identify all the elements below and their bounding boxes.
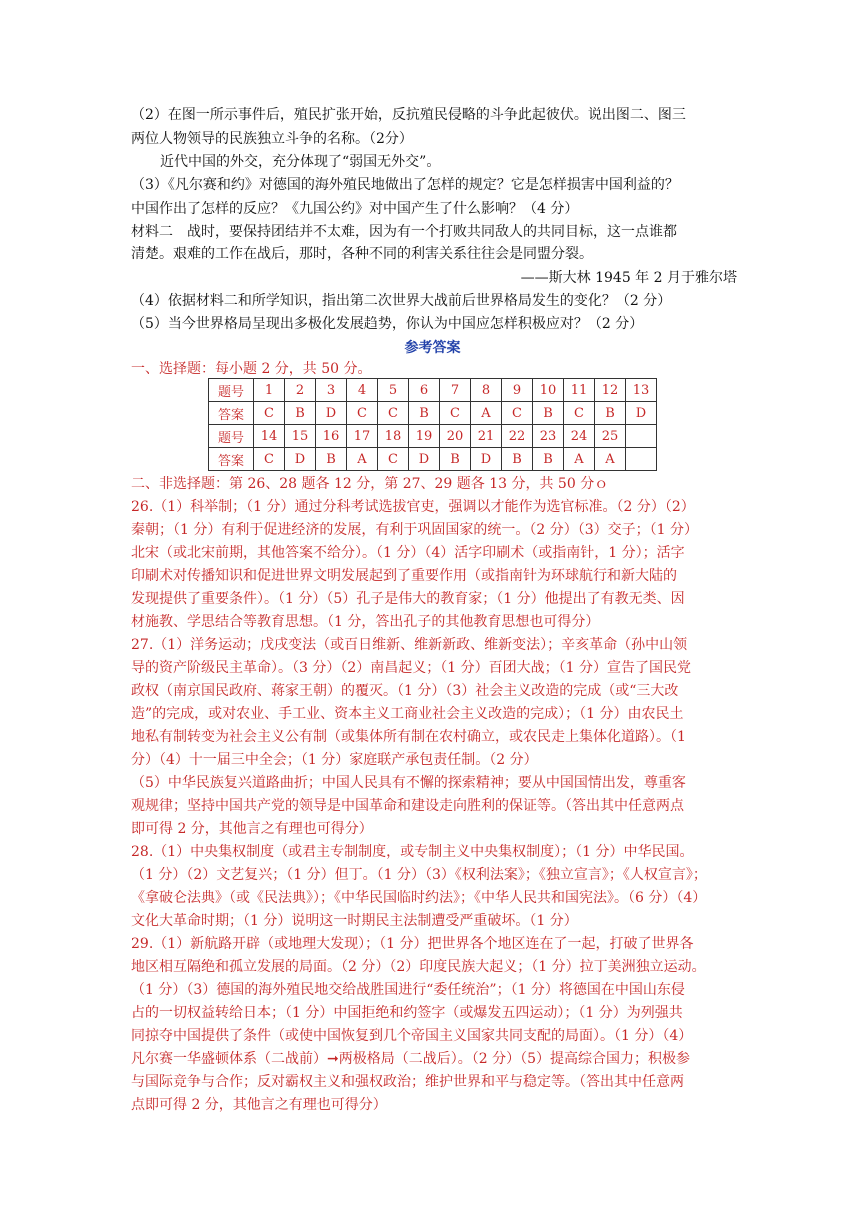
answer-line: （5）中华民族复兴道路曲折；中国人民具有不懈的探索精神；要从中国国情出发，尊重客 bbox=[131, 775, 686, 791]
table-cell: B bbox=[440, 448, 471, 471]
table-cell: 13 bbox=[626, 379, 657, 402]
table-cell: B bbox=[595, 402, 626, 425]
answer-line: 分）（4）十一届三中全会；（1 分）家庭联产承包责任制。（2 分） bbox=[131, 752, 538, 768]
table-cell: 2 bbox=[285, 379, 316, 402]
table-cell: 1 bbox=[254, 379, 285, 402]
answer-title: 参考答案 bbox=[404, 340, 461, 356]
table-cell: D bbox=[471, 448, 502, 471]
table-row bbox=[209, 379, 657, 402]
answer-line: 印刷术对传播知识和促进世界文明发展起到了重要作用（或指南针为环球航行和新大陆的 bbox=[131, 568, 677, 584]
table-cell: B bbox=[533, 402, 564, 425]
answer-line: 材施教、学思结合等教育思想。（1 分，答出孔子的其他教育思想也可得分） bbox=[131, 614, 600, 630]
table-cell: 25 bbox=[595, 425, 626, 448]
table-cell: 7 bbox=[440, 379, 471, 402]
table-cell: B bbox=[316, 448, 347, 471]
question-line: （4）依据材料二和所学知识，指出第二次世界大战前后世界格局发生的变化？（2 分） bbox=[131, 293, 672, 309]
table-cell: C bbox=[502, 402, 533, 425]
answer-line: 《拿破仑法典》（或《民法典》）；《中华民国临时约法》；《中华人民共和国宪法》。（6 分）（4） bbox=[131, 890, 707, 906]
table-cell: D bbox=[626, 402, 657, 425]
table-cell: 14 bbox=[254, 425, 285, 448]
section-heading: 二、非选择题：第 26、28 题各 12 分，第 27、29 题各 13 分，共 50 分ｏ bbox=[131, 476, 609, 492]
answer-line: （1 分）（2）文艺复兴；（1 分）但丁。（1 分）（3）《权利法案》；《独立宣言》；《人权宣言》； bbox=[131, 867, 707, 883]
question-line: （5）当今世界格局呈现出多极化发展趋势，你认为中国应怎样积极应对？（2 分） bbox=[131, 316, 644, 332]
answer-table bbox=[208, 378, 657, 471]
answer-line: 政权（南京国民政府、蒋家王朝）的覆灭。（1 分）（3）社会主义改造的完成（或“三大改 bbox=[131, 683, 679, 699]
answer-line: 28.（1）中央集权制度（或君主专制制度，或专制主义中央集权制度）；（1 分）中华民国。 bbox=[131, 844, 694, 860]
table-cell: 22 bbox=[502, 425, 533, 448]
question-line: 两位人物领导的民族独立斗争的名称。（2分） bbox=[131, 131, 413, 147]
answer-line: 凡尔赛一华盛顿体系（二战前）➞两极格局（二战后）。（2 分）（5）提高综合国力；积极参 bbox=[131, 1051, 690, 1067]
table-cell: 12 bbox=[595, 379, 626, 402]
table-cell: 3 bbox=[316, 379, 347, 402]
table-cell: 16 bbox=[316, 425, 347, 448]
table-cell: 5 bbox=[378, 379, 409, 402]
table-cell: C bbox=[378, 402, 409, 425]
question-line: （2）在图一所示事件后，殖民扩张开始，反抗殖民侵略的斗争此起彼伏。说出图二、图三 bbox=[131, 107, 686, 123]
table-cell: B bbox=[533, 448, 564, 471]
question-line: （3）《凡尔赛和约》对德国的海外殖民地做出了怎样的规定？它是怎样损害中国利益的？ bbox=[131, 177, 679, 193]
table-cell: C bbox=[347, 402, 378, 425]
answer-line: 地私有制转变为社会主义公有制（或集体所有制在农村确立，或农民走上集体化道路）。（1 bbox=[131, 729, 686, 745]
question-line: 中国作出了怎样的反应？《九国公约》对中国产生了什么影响？（4 分） bbox=[131, 201, 579, 217]
answer-line: 文化大革命时期；（1 分）说明这一时期民主法制遭受严重破坏。（1 分） bbox=[131, 913, 578, 929]
table-cell: A bbox=[471, 402, 502, 425]
table-cell: 6 bbox=[409, 379, 440, 402]
table-cell: 24 bbox=[564, 425, 595, 448]
answer-line: 占的一切权益转给日本；（1 分）中国拒绝和约签字（或爆发五四运动）；（1 分）为列强共 bbox=[131, 1005, 683, 1021]
answer-line: 点即可得 2 分，其他言之有理也可得分） bbox=[131, 1097, 387, 1113]
table-row-header: 题号 bbox=[209, 379, 254, 402]
answer-line: 观规律；坚持中国共产党的领导是中国革命和建设走向胜利的保证等。（答出其中任意两点 bbox=[131, 798, 684, 814]
table-cell: C bbox=[564, 402, 595, 425]
answer-line: 秦朝；（1 分）有利于促进经济的发展，有利于巩固国家的统一。（2 分）（3）交子；（1 分） bbox=[131, 522, 698, 538]
table-cell bbox=[626, 448, 657, 471]
answer-line: 27.（1）洋务运动；戊戌变法（或百日维新、维新新政、维新变法）；辛亥革命（孙中山领 bbox=[131, 637, 688, 653]
table-cell: 19 bbox=[409, 425, 440, 448]
answer-line: 同掠夺中国提供了条件（或使中国恢复到几个帝国主义国家共同支配的局面）。（1 分）（4） bbox=[131, 1028, 693, 1044]
table-cell: 4 bbox=[347, 379, 378, 402]
answer-line: 北宋（或北宋前期，其他答案不给分）。（1 分）（4）活字印刷术（或指南针，1 分）；活字 bbox=[131, 545, 685, 561]
answer-line: 造”的完成，或对农业、手工业、资本主义工商业社会主义改造的完成）；（1 分）由农民土 bbox=[131, 706, 684, 722]
table-cell: D bbox=[409, 448, 440, 471]
table-cell: A bbox=[595, 448, 626, 471]
section-heading: 一、选择题：每小题 2 分，共 50 分。 bbox=[131, 361, 372, 377]
answer-line: 26.（1）科举制；（1 分）通过分科考试选拔官吏，强调以才能作为选官标准。（2 分）（2） bbox=[131, 499, 695, 515]
table-row bbox=[209, 402, 657, 425]
table-cell: C bbox=[254, 448, 285, 471]
table-cell: A bbox=[564, 448, 595, 471]
answer-line: 发现提供了重要条件）。（1 分）（5）孔子是伟大的教育家；（1 分）他提出了有教无类、因 bbox=[131, 591, 685, 607]
table-cell: C bbox=[378, 448, 409, 471]
table-cell: 23 bbox=[533, 425, 564, 448]
question-line: 近代中国的外交，充分体现了“弱国无外交”。 bbox=[160, 154, 441, 170]
table-cell: 8 bbox=[471, 379, 502, 402]
table-cell: 11 bbox=[564, 379, 595, 402]
table-row-header: 答案 bbox=[209, 448, 254, 471]
table-cell: B bbox=[502, 448, 533, 471]
table-cell bbox=[626, 425, 657, 448]
table-cell: D bbox=[316, 402, 347, 425]
table-cell: 18 bbox=[378, 425, 409, 448]
table-cell: 17 bbox=[347, 425, 378, 448]
question-line: 清楚。艰难的工作在战后，那时，各种不同的利害关系往往会是同盟分裂。 bbox=[131, 246, 593, 262]
table-cell: 15 bbox=[285, 425, 316, 448]
quote-attribution: ——斯大林 1945 年 2 月于雅尔塔 bbox=[520, 270, 737, 286]
table-cell: B bbox=[285, 402, 316, 425]
answer-line: 29.（1）新航路开辟（或地理大发现）；（1 分）把世界各个地区连在了一起，打破了世界各 bbox=[131, 936, 694, 952]
table-cell: 20 bbox=[440, 425, 471, 448]
table-row-header: 题号 bbox=[209, 425, 254, 448]
table-cell: B bbox=[409, 402, 440, 425]
table-cell: 9 bbox=[502, 379, 533, 402]
table-cell: 21 bbox=[471, 425, 502, 448]
answer-line: 导的资产阶级民主革命）。（3 分）（2）南昌起义；（1 分）百团大战；（1 分）宣告了国民党 bbox=[131, 660, 691, 676]
question-line: 材料二 战时，要保持团结并不太难，因为有一个打败共同敌人的共同目标，这一点谁都 bbox=[131, 224, 677, 240]
table-cell: A bbox=[347, 448, 378, 471]
table-cell: C bbox=[440, 402, 471, 425]
table-cell: 10 bbox=[533, 379, 564, 402]
table-row-header: 答案 bbox=[209, 402, 254, 425]
answer-line: 地区相互隔绝和孤立发展的局面。（2 分）（2）印度民族大起义；（1 分）拉丁美洲独立运动。 bbox=[131, 959, 706, 975]
table-row bbox=[209, 425, 657, 448]
answer-line: （1 分）（3）德国的海外殖民地交给战胜国进行“委任统治”；（1 分）将德国在中国山东侵 bbox=[131, 982, 685, 998]
table-row bbox=[209, 448, 657, 471]
table-cell: D bbox=[285, 448, 316, 471]
answer-line: 与国际竞争与合作；反对霸权主义和强权政治；维护世界和平与稳定等。（答出其中任意两 bbox=[131, 1074, 684, 1090]
answer-line: 即可得 2 分，其他言之有理也可得分） bbox=[131, 821, 373, 837]
table-cell: C bbox=[254, 402, 285, 425]
